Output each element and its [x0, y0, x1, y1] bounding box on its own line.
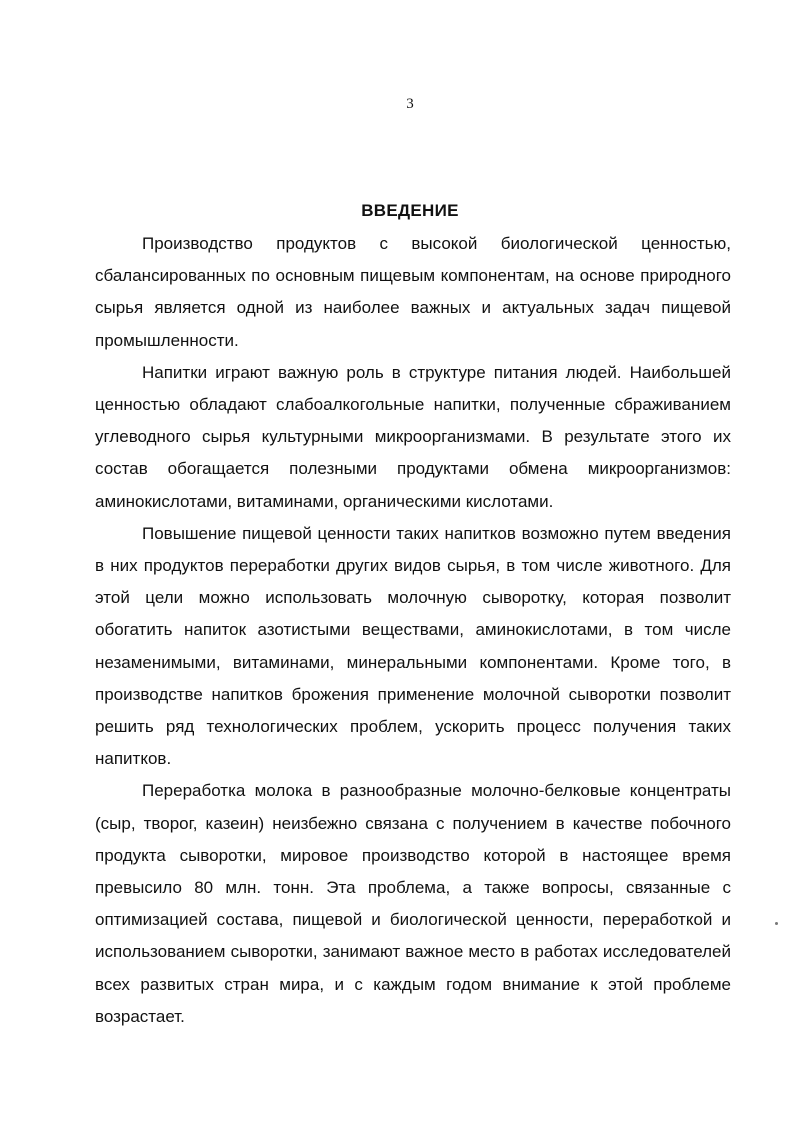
paragraph-1: Производство продуктов с высокой биологической ценностью, сбалансированных по основным пищевым компонентам, на основе природного сырья является одной из наиболее важных и актуальных задач пищевой промышленности.: [95, 234, 731, 350]
page-number: 3: [406, 96, 414, 112]
scan-speck: [775, 922, 778, 925]
paragraph-3: Повышение пищевой ценности таких напитков возможно путем введения в них продуктов переработки других видов сырья, в том числе животного. Для этой цели можно использовать молочную сыворотку, которая позволит обогатить напиток азотистыми веществами, аминокислотами, в том числе незаменимыми, витаминами, минеральными компонентами. Кроме того, в производстве напитков брожения применение молочной сыворотки позволит решить ряд технологических проблем, ускорить процесс получения таких напитков.: [95, 523, 731, 769]
paragraph-4: Переработка молока в разнообразные молочно-белковые концентраты (сыр, творог, казеин) неизбежно связана с получением в качестве побочного продукта сыворотки, мировое производство которой в настоящее время превысило 80 млн. тонн. Эта проблема, а также вопросы, связанные с оптимизацией состава, пищевой и биологической ценности, переработкой и использованием сыворотки, занимают важное место в работах исследователей всех развитых стран мира, и с каждым годом внимание к этой проблеме возрастает.: [95, 781, 731, 1026]
section-heading: ВВЕДЕНИЕ: [361, 201, 459, 220]
body-text: [95, 228, 731, 1033]
paragraph-2: Напитки играют важную роль в структуре питания людей. Наибольшей ценностью обладают слабоалкогольные напитки, полученные сбраживанием углеводного сырья культурными микроорганизмами. В результате этого их состав обогащается полезными продуктами обмена микроорганизмов: аминокислотами, витаминами, органическими кислотами.: [95, 362, 731, 511]
